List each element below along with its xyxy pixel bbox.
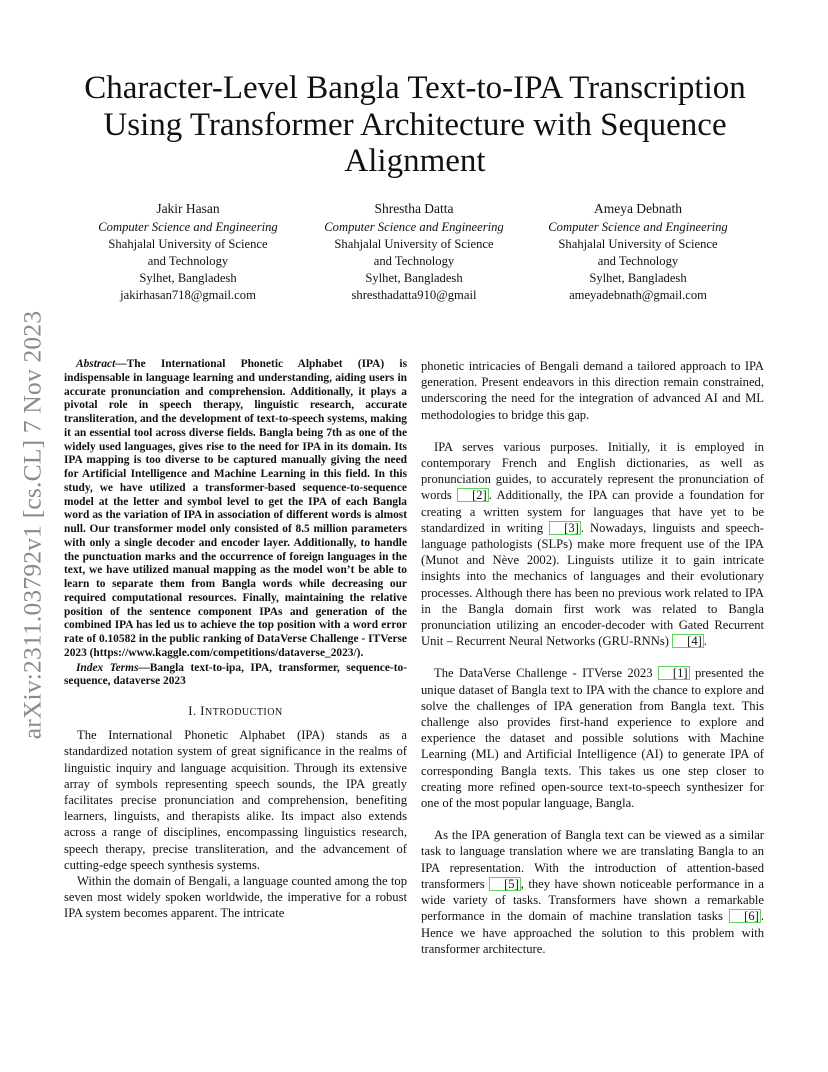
paragraph-text: presented the unique dataset of Bangla text to IPA with the chance to explore and solve the challenges of IPA generation from Bangla text. This challenge also provides first-hand experience to explore and experience the dataset and possible solutions with Machine Learning (ML) and Artificial Intelligence (AI) to generate IPA of corresponding Bangla texts. This takes us one step closer to creating more refined open-source text-to-speech synthesizer for one of the most popular language, Bangla. (421, 666, 765, 811)
citation-link[interactable]: [6] (729, 909, 761, 923)
paragraph-text: . (703, 634, 707, 649)
citation-link[interactable]: [1] (658, 666, 690, 680)
paragraph-text: . Hence we have approached the solution to this problem with transformer architecture. (421, 909, 764, 956)
author-block (68, 201, 308, 303)
paragraph: Within the domain of Bengali, a language counted among the top seven most widely spoken worldwide, the imperative for a robust IPA system becomes apparent. The intricate (64, 874, 407, 921)
section-number: I. (188, 704, 201, 718)
index-terms-lead: Index Terms (76, 661, 139, 674)
right-column (421, 358, 764, 973)
author-name: Jakir Hasan (156, 201, 220, 216)
citation-link[interactable]: [2] (457, 488, 489, 502)
abstract-lead: Abstract (76, 358, 116, 370)
abstract (64, 358, 407, 661)
paragraph-text: As the IPA generation of Bangla text can be viewed as a similar task to language translation where we are translating Bangla to an IPA representation. With the introduction of attention-based transformers (421, 828, 764, 891)
paragraph-text: IPA serves various purposes. Initially, it is employed in contemporary French and English dictionaries, as well as pronunciation guides, to accurately represent the pronunciation of words (421, 439, 764, 503)
paragraph: The International Phonetic Alphabet (IPA) stands as a standardized notation system of great significance in the realms of linguistic inquiry and language acquisition. Through its extensive array of symbols representing speech sounds, the IPA greatly facilitates precise pronunciation and comprehension, benefiting learners, linguists, and therapists alike. Its impact also extends across a range of disciplines, encompassing linguistics research, speech therapy, precise transliteration, and the advancement of cutting-edge speech synthesis systems. (64, 728, 407, 872)
author-org: Shahjalal University of Science (334, 236, 494, 251)
arxiv-stamp (14, 290, 50, 760)
paragraph (421, 439, 764, 650)
author-org: and Technology (373, 253, 455, 268)
author-name: Shrestha Datta (374, 201, 454, 216)
author-dept: Computer Science and Engineering (98, 219, 278, 234)
author-dept: Computer Science and Engineering (548, 219, 728, 234)
author-block (518, 201, 758, 303)
section-rest: NTRODUCTION (204, 707, 283, 718)
paragraph (421, 827, 764, 957)
paragraph-text: , they have shown noticeable performance in a wide variety of tasks. Transformers have shown a remarkable performance in the domain of machine translation tasks (421, 876, 764, 924)
citation-link[interactable]: [5] (489, 877, 521, 891)
author-email: ameyadebnath@gmail.com (569, 287, 707, 302)
index-terms-text: —Bangla text-to-ipa, IPA, transformer, sequence-to-sequence, dataverse 2023 (64, 661, 407, 688)
abstract-text: —The International Phonetic Alphabet (IPA) is indispensable in language learning and understanding, aiding users in accurate pronunciation and comprehension. Additionally, it plays a pivotal role in speech therapy, linguistic research, accurate transliteration, and the development of text-to-speech systems, making it an essential tool across diverse fields. Bangla being 7th as one of the widely used languages, gives rise to the need for IPA in its domain. Its IPA mapping is too diverse to be captured manually giving the need for Artificial Intelligence and Machine Learning in this field. In this study, we have utilized a transformer-based sequence-to-sequence model at the letter and symbol level to get the IPA of each Bangla word as the variation of IPA in association of different words is almost null. Our transformer model only consisted of 8.5 million parameters with only a single decoder and encoder layer. Additionally, to handle the punctuation marks and the occurrence of foreign languages in the text, we have utilized manual mapping as the model won’t be able to learn to separate them from Bangla words while decreasing our required computational resources. Finally, maintaining the relative position of the sentence component IPAs and generation of the combined IPA has led us to achieve the top position with a word error rate of 0.10582 in the public ranking of DataVerse Challenge - ITVerse 2023 (https://www.kaggle.com/competitions/dataverse_2023/). (64, 358, 407, 659)
author-email: shresthadatta910@gmail (351, 287, 477, 302)
citation-link[interactable]: [3] (549, 521, 581, 535)
paragraph-text: The DataVerse Challenge - ITVerse 2023 (434, 666, 658, 681)
author-location: Sylhet, Bangladesh (589, 270, 687, 285)
author-dept: Computer Science and Engineering (324, 219, 504, 234)
paragraph (421, 665, 764, 811)
paragraph-text: . Nowadays, linguists and speech-language pathologists (SLPs) make more frequent use of the IPA (Munot and Nève 2002). Linguists utilize it to gain intricate insights into the mechanics of languages and their evolutionary processes. Although there has been no previous work related to IPA in the Bangla domain first work was related to Bangla pronunciation utilizing an encoder-decoder with Gated Recurrent Unit – Recurrent Neural Networks (GRU-RNNs) (421, 520, 764, 649)
author-location: Sylhet, Bangladesh (365, 270, 463, 285)
index-terms (64, 662, 407, 690)
left-column (64, 358, 407, 922)
author-block (294, 201, 534, 303)
author-org: and Technology (597, 253, 679, 268)
citation-link[interactable]: [4] (672, 634, 704, 648)
paragraph: phonetic intricacies of Bengali demand a tailored approach to IPA generation. Present endeavors in this direction remain constrained, underscoring the need for the integration of advanced AI and ML methodologies to bridge this gap. (421, 359, 764, 422)
author-org: Shahjalal University of Science (558, 236, 718, 251)
author-email: jakirhasan718@gmail.com (120, 287, 256, 302)
arxiv-id: arXiv:2311.03792v1 [cs.CL] 7 Nov 2023 (17, 310, 47, 740)
author-org: Shahjalal University of Science (108, 236, 268, 251)
section-initial: I (200, 704, 205, 718)
paragraph-text: . Additionally, the IPA can provide a foundation for creating a written system for languages that have yet to be standardized in writing (421, 488, 764, 535)
section-heading (64, 703, 407, 721)
author-location: Sylhet, Bangladesh (139, 270, 237, 285)
paper-title: Character-Level Bangla Text-to-IPA Transcription Using Transformer Architecture with Sequence Alignment (84, 70, 746, 179)
author-org: and Technology (147, 253, 229, 268)
author-name: Ameya Debnath (593, 201, 683, 216)
